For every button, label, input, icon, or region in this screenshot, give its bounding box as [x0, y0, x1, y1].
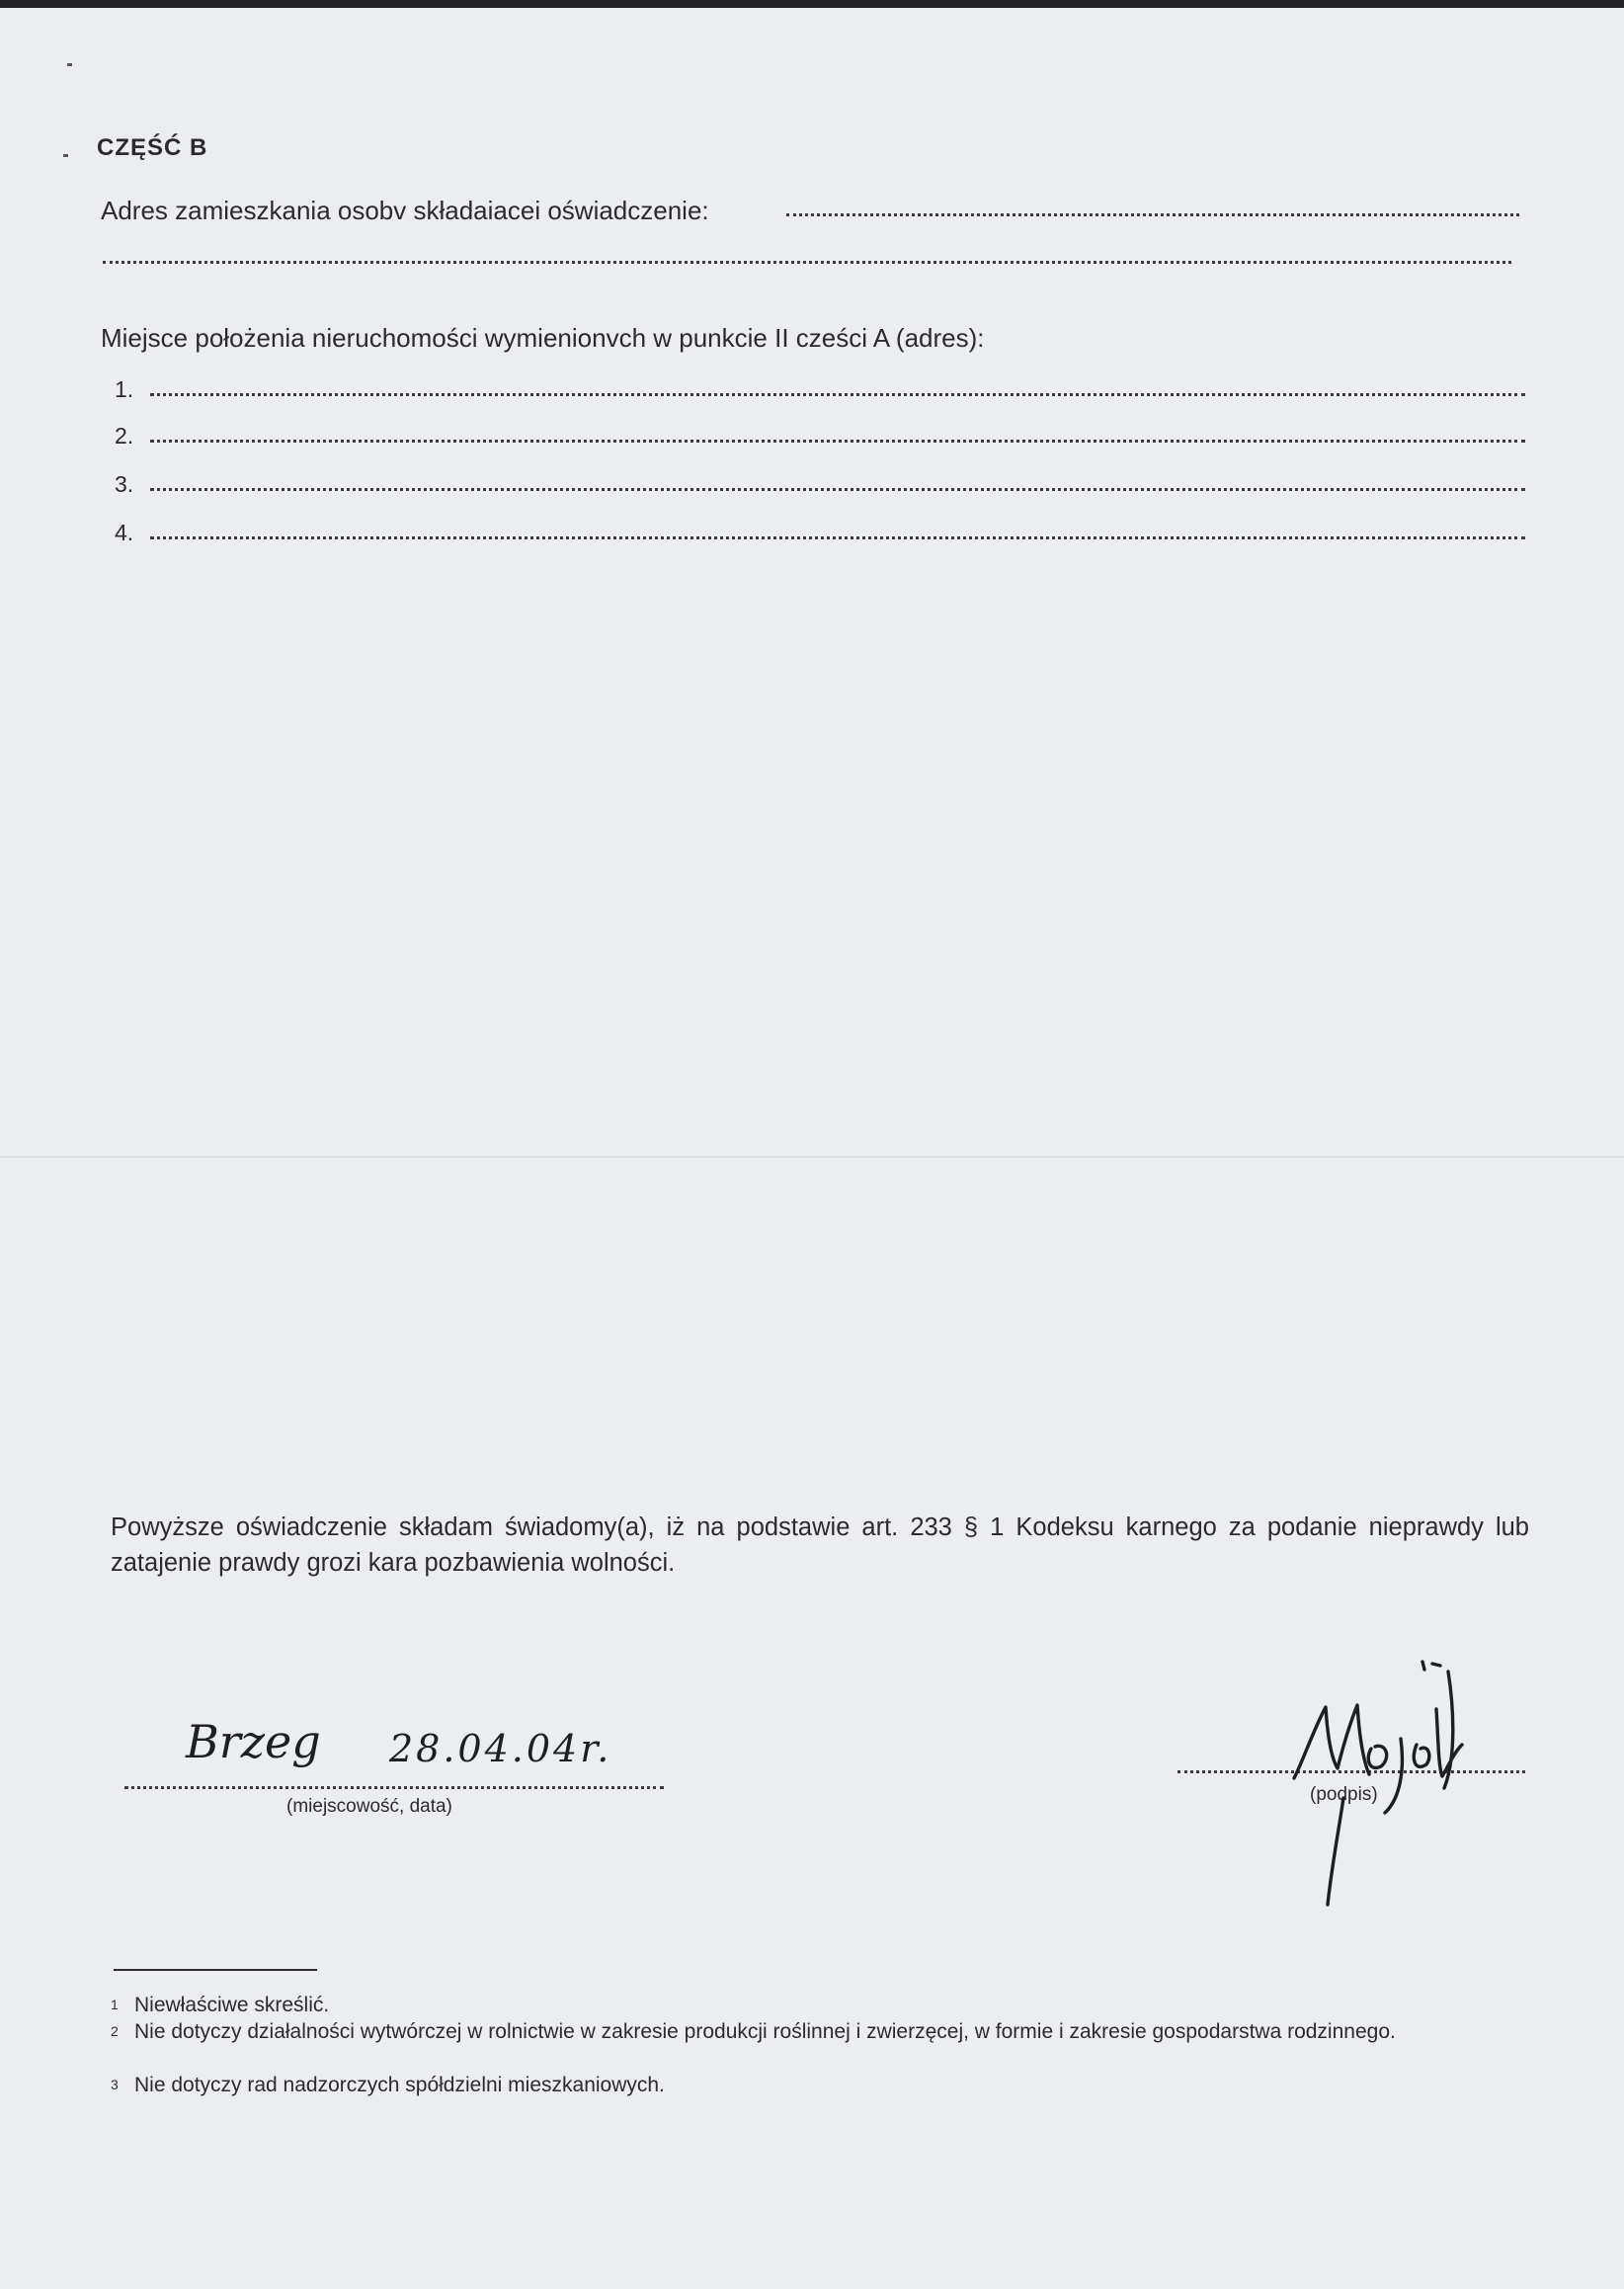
footnote-number: 3	[111, 2077, 119, 2092]
property-item-line[interactable]	[150, 488, 1525, 491]
scan-speck	[67, 63, 72, 66]
scan-speck	[63, 154, 68, 157]
handwritten-date: 28.04.04r.	[389, 1727, 612, 1770]
place-date-line[interactable]	[124, 1786, 664, 1789]
property-item-number: 3.	[115, 471, 134, 497]
footnote-text: Niewłaściwe skreślić.	[134, 1994, 330, 2016]
scan-top-edge	[0, 0, 1624, 8]
footnote-number: 2	[111, 2023, 119, 2039]
address-label: Adres zamieszkania osobv składaiacei oświadczenie:	[101, 196, 709, 225]
property-item-line[interactable]	[150, 393, 1525, 396]
property-item-line[interactable]	[150, 536, 1525, 539]
property-item-number: 1.	[115, 376, 134, 402]
footnote	[111, 1992, 1533, 2018]
property-label: Miejsce położenia nieruchomości wymienionvch w punkcie II cześci A (adres):	[101, 323, 985, 353]
paper-fold-line	[0, 1156, 1624, 1158]
footnote	[111, 2072, 1533, 2098]
section-heading: CZĘŚĆ B	[97, 134, 208, 161]
address-fill-line-2[interactable]	[103, 261, 1511, 264]
signature-caption: (podpis)	[1310, 1784, 1378, 1805]
footnote-text: Nie dotyczy działalności wytwórczej w rolnictwie w zakresie produkcji roślinnej i zwierzęcej, w formie i zakresie gospodarstwa rodzinnego.	[134, 2020, 1396, 2043]
property-item-number: 4.	[115, 520, 134, 545]
property-item-line[interactable]	[150, 440, 1525, 443]
footnote-number: 1	[111, 1997, 119, 2012]
address-fill-line[interactable]	[786, 213, 1519, 216]
legal-statement: Powyższe oświadczenie składam świadomy(a), iż na podstawie art. 233 § 1 Kodeksu karnego za podanie nieprawdy lub zatajenie prawdy grozi kara pozbawienia wolności.	[111, 1513, 1529, 1577]
handwritten-signature	[1274, 1650, 1482, 1907]
footnote-separator	[114, 1969, 317, 1971]
property-item-number: 2.	[115, 423, 134, 449]
footnote-text: Nie dotyczy rad nadzorczych spółdzielni mieszkaniowych.	[134, 2074, 665, 2096]
footnote	[111, 2018, 1533, 2045]
handwritten-place: Brzeg	[186, 1715, 321, 1768]
place-date-caption: (miejscowość, data)	[286, 1796, 452, 1817]
